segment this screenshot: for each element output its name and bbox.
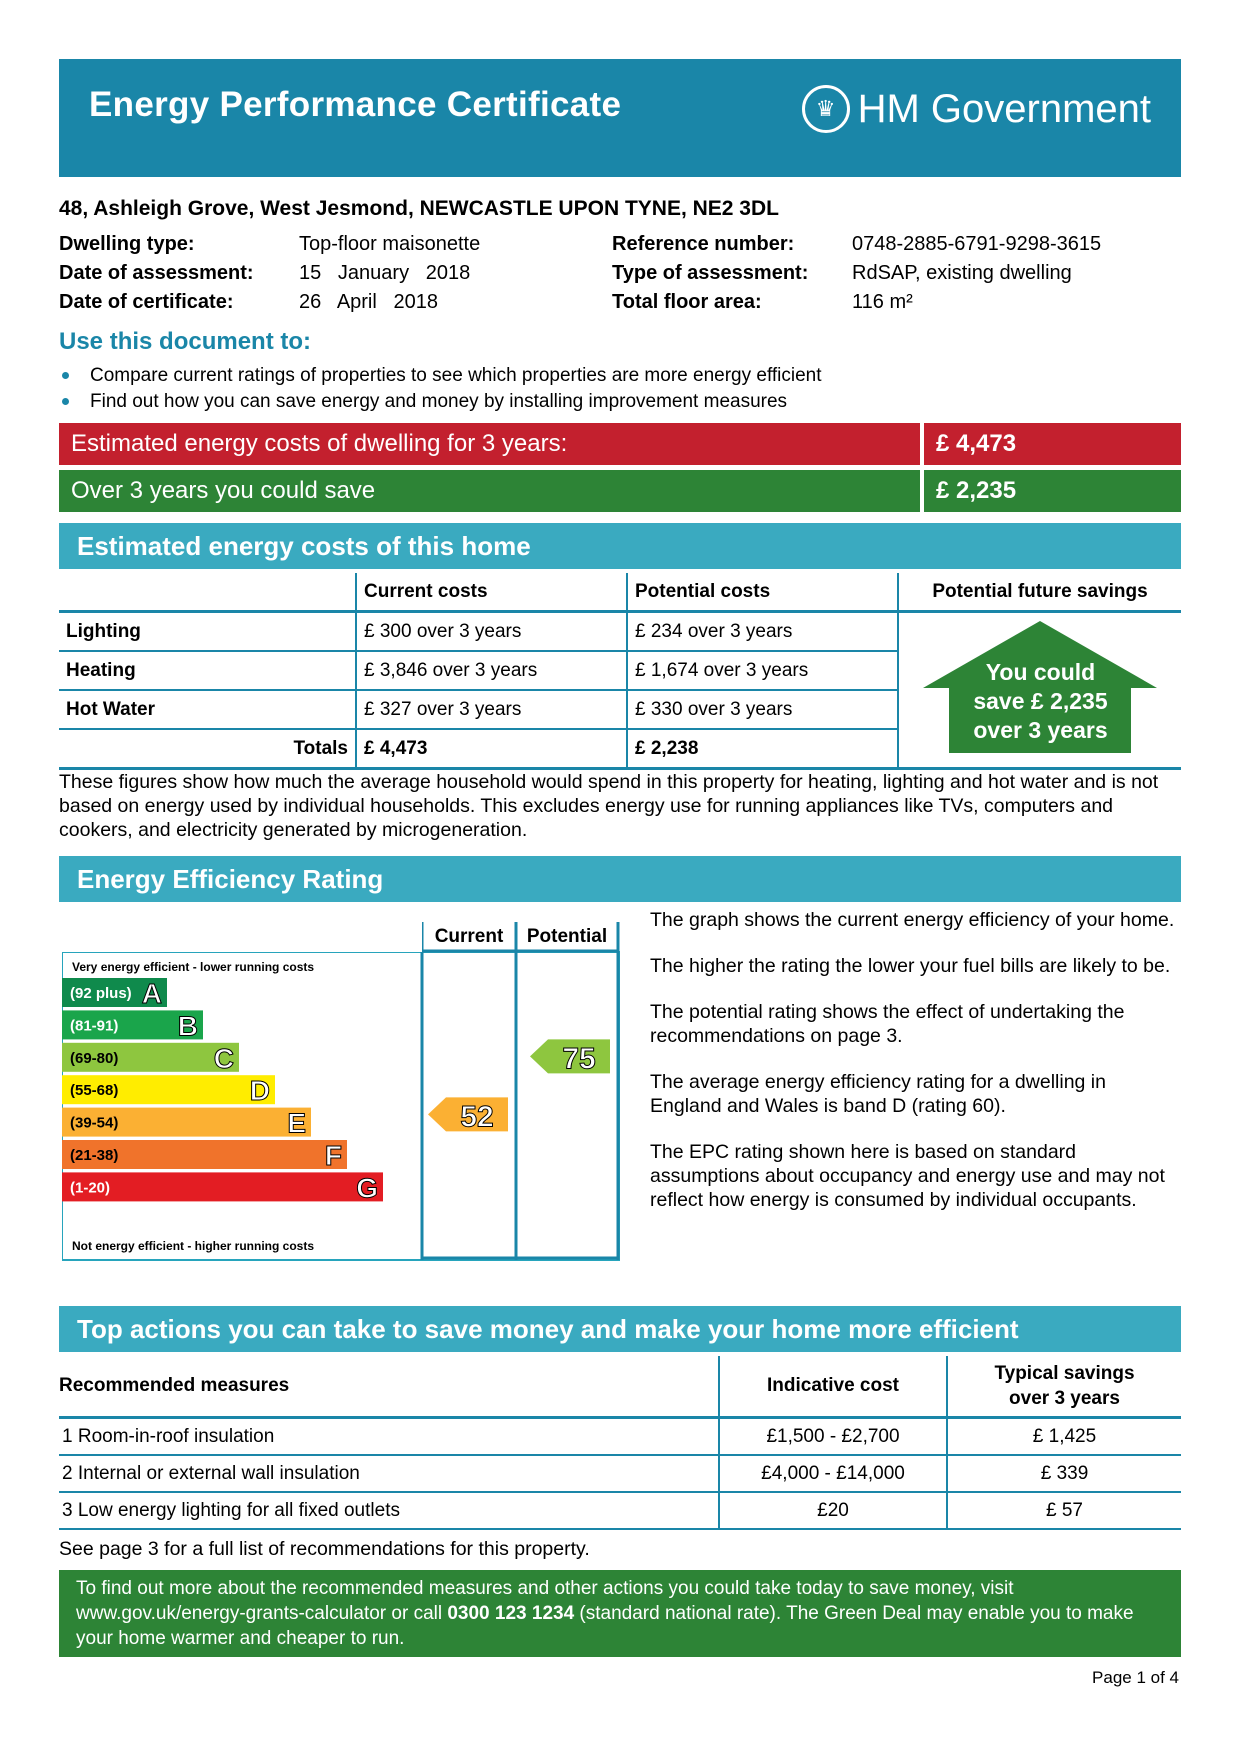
table-header: Potential future savings: [898, 573, 1181, 612]
current-rating-value: 52: [460, 1100, 494, 1134]
savings-arrow-line: You could: [985, 659, 1096, 685]
rating-band-b: [62, 1010, 203, 1041]
savings-arrow-text: [899, 658, 1182, 745]
table-header: Potential costs: [627, 573, 898, 612]
rating-paragraph: The potential rating shows the effect of undertaking the recommendations on page 3.: [650, 1001, 1125, 1047]
dwelling-type-value: Top-floor maisonette: [299, 233, 481, 255]
rating-paragraph: The higher the rating the lower your fuel bills are likely to be.: [650, 955, 1171, 977]
dwelling-type-label: Dwelling type:: [59, 233, 195, 255]
rating-band-a: [62, 978, 167, 1009]
savings-arrow-line: over 3 years: [973, 717, 1108, 743]
rating-band-f: [62, 1140, 347, 1171]
rating-explanation: [650, 908, 1182, 1234]
table-header: Current costs: [356, 573, 627, 612]
band-letter: F: [324, 1140, 342, 1171]
current-column-header: Current: [434, 926, 504, 947]
band-range: (1-20): [70, 1179, 111, 1197]
band-range: (39-54): [70, 1114, 119, 1132]
list-item: Find out how you can save energy and money by installing improvement measures: [59, 389, 822, 415]
hm-government-logo: [802, 85, 1151, 133]
very-efficient-label: Very energy efficient - lower running costs: [72, 960, 315, 974]
costs-explanation: These figures show how much the average household would spend in this property for heating, lighting and hot water and is not based on energy used by individual households. This excludes energy use for running appliances like TVs, computers and cookers, and electricity generated by microgeneration.: [59, 771, 1159, 841]
table-row: [59, 573, 1181, 612]
totals-current: £ 4,473: [356, 729, 627, 769]
page-number: Page 1 of 4: [1092, 1668, 1179, 1687]
rating-band-g: [62, 1172, 383, 1203]
certificate-date-value: 26 April 2018: [299, 291, 438, 313]
rating-band-d: [62, 1075, 275, 1106]
floor-area-value: 116 m²: [852, 291, 913, 313]
band-range: (21-38): [70, 1147, 119, 1164]
assessment-date-label: Date of assessment:: [59, 262, 254, 284]
table-cell: £ 327 over 3 years: [356, 690, 627, 729]
rating-section-title: Energy Efficiency Rating: [59, 856, 1181, 902]
see-page-note: See page 3 for a full list of recommendations for this property.: [59, 1538, 590, 1560]
totals-potential: £ 2,238: [627, 729, 898, 769]
could-save-value: £ 2,235: [924, 470, 1181, 512]
info-text: To find out more about the recommended measures and other actions you could take today to save money, visit www.gov.uk/energy-grants-calculator or call: [76, 1578, 1014, 1624]
list-item: Compare current ratings of properties to see which properties are more energy efficient: [59, 363, 822, 389]
rating-band-c: [62, 1043, 239, 1074]
band-letter: C: [213, 1042, 234, 1074]
certificate-title: Energy Performance Certificate: [89, 85, 622, 124]
rating-paragraph: The average energy efficiency rating for a dwelling in England and Wales is band D (rating 60).: [650, 1071, 1106, 1117]
savings-arrow-cell: [898, 612, 1181, 769]
not-efficient-label: Not energy efficient - higher running costs: [72, 1239, 315, 1253]
current-rating: [428, 1097, 508, 1133]
band-letter: G: [356, 1172, 378, 1204]
savings-arrow-line: save £ 2,235: [973, 688, 1108, 714]
table-row: [59, 1455, 1181, 1492]
table-cell: £ 1,674 over 3 years: [627, 651, 898, 690]
table-cell: £ 234 over 3 years: [627, 612, 898, 652]
rating-paragraph: The EPC rating shown here is based on standard assumptions about occupancy and energy use and may not reflect how energy is consumed by individual occupants.: [650, 1141, 1165, 1211]
table-row: [59, 1418, 1181, 1456]
assessment-type-value: RdSAP, existing dwelling: [852, 262, 1072, 284]
table-cell: £ 57: [947, 1492, 1181, 1529]
details-right: [612, 230, 1101, 317]
rating-markers: [428, 1039, 610, 1133]
rating-bands: [62, 978, 383, 1203]
estimated-cost-value: £ 4,473: [924, 423, 1181, 465]
actions-section-title: Top actions you can take to save money and make your home more efficient: [59, 1306, 1181, 1352]
band-range: (81-91): [70, 1017, 119, 1035]
rating-band-e: [62, 1108, 311, 1139]
potential-rating-value: 75: [562, 1042, 596, 1076]
table-cell: £ 300 over 3 years: [356, 612, 627, 652]
details-left: [59, 230, 480, 317]
band-range: (69-80): [70, 1049, 119, 1067]
table-cell: 2 Internal or external wall insulation: [59, 1455, 719, 1492]
table-cell: 1 Room-in-roof insulation: [59, 1418, 719, 1456]
costs-section-title: Estimated energy costs of this home: [59, 523, 1181, 569]
band-range: (55-68): [70, 1082, 119, 1100]
table-header: Indicative cost: [719, 1356, 947, 1418]
info-text: (standard national rate). The Green Deal may enable you to make your home warmer and cheaper to run.: [76, 1603, 1134, 1649]
potential-column-header: Potential: [526, 926, 608, 947]
table-cell: £ 3,846 over 3 years: [356, 651, 627, 690]
hm-government-text: HM Government: [857, 86, 1151, 131]
potential-rating: [530, 1039, 610, 1075]
table-cell: Hot Water: [59, 690, 356, 729]
energy-rating-chart: [62, 922, 620, 1262]
band-bar: [62, 1172, 383, 1204]
info-phone[interactable]: 0300 123 1234: [447, 1603, 575, 1624]
rating-paragraph: The graph shows the current energy efficiency of your home.: [650, 909, 1175, 931]
certificate-header: [59, 59, 1181, 177]
table-row: [59, 1356, 1181, 1418]
reference-number-label: Reference number:: [612, 233, 795, 255]
table-header: Recommended measures: [59, 1356, 719, 1418]
table-row: [59, 612, 1181, 652]
costs-table: [59, 573, 1181, 770]
band-letter: A: [141, 978, 162, 1009]
crown-crest-icon: ♛: [802, 85, 850, 133]
info-box: [59, 1570, 1181, 1657]
table-cell: £4,000 - £14,000: [719, 1455, 947, 1492]
table-header: [59, 573, 356, 612]
assessment-date-value: 15 January 2018: [299, 262, 471, 284]
table-cell: Heating: [59, 651, 356, 690]
use-document-list: [59, 363, 822, 415]
band-letter: D: [249, 1075, 270, 1107]
table-cell: £ 1,425: [947, 1418, 1181, 1456]
band-letter: B: [177, 1010, 198, 1042]
property-address: 48, Ashleigh Grove, West Jesmond, NEWCASTLE UPON TYNE, NE2 3DL: [59, 197, 779, 220]
totals-label: Totals: [59, 729, 356, 769]
assessment-type-label: Type of assessment:: [612, 262, 809, 284]
table-cell: 3 Low energy lighting for all fixed outlets: [59, 1492, 719, 1529]
use-document-title: Use this document to:: [59, 328, 312, 355]
table-row: [59, 1492, 1181, 1529]
actions-table: [59, 1356, 1181, 1530]
floor-area-label: Total floor area:: [612, 291, 762, 313]
table-header: Typical savings over 3 years: [947, 1356, 1181, 1418]
estimated-cost-label: Estimated energy costs of dwelling for 3 years:: [59, 423, 920, 465]
reference-number-value: 0748-2885-6791-9298-3615: [852, 233, 1102, 255]
table-cell: £20: [719, 1492, 947, 1529]
could-save-label: Over 3 years you could save: [59, 470, 920, 512]
table-cell: £1,500 - £2,700: [719, 1418, 947, 1456]
table-cell: Lighting: [59, 612, 356, 652]
band-letter: E: [287, 1107, 306, 1139]
certificate-date-label: Date of certificate:: [59, 291, 234, 313]
band-range: (92 plus): [70, 985, 132, 1002]
table-cell: £ 339: [947, 1455, 1181, 1492]
table-cell: £ 330 over 3 years: [627, 690, 898, 729]
